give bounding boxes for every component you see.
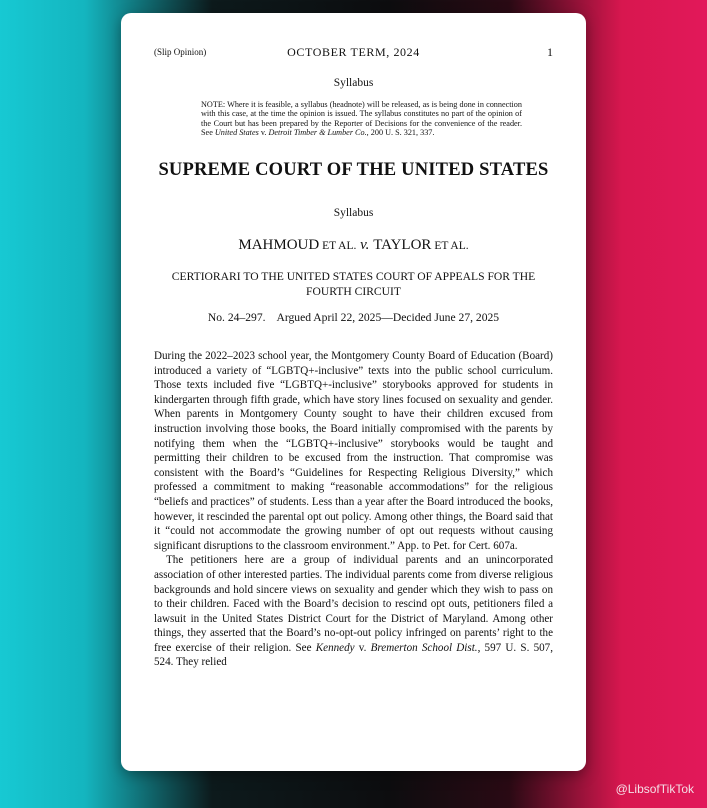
page-header [154, 45, 553, 59]
note-text: NOTE: Where it is feasible, a syllabus (headnote) will be released, as is being done in connection with this case, at the time the opinion is issued. The syllabus constitutes no part of the opinion of the Court but has been prepared by the Reporter of Decisions for the convenience of the reader. See [201, 100, 522, 138]
term-label: OCTOBER TERM, 2024 [287, 45, 420, 59]
paragraph-1: During the 2022–2023 school year, the Montgomery County Board of Education (Board) introduced a variety of “LGBTQ+-inclusive” texts into the public school curriculum. Those texts included five “LGBTQ+-inclusive” storybooks approved for students in kindergarten through fifth grade, which have story lines focused on sexuality and gender. When parents in Montgomery County sought to have their children excused from instruction involving those books, the Board initially compromised with the parents by notifying them when the “LGBTQ+-inclusive” storybooks would be taught and permitting their children to be excused from the instruction. That compromise was consistent with the Board’s “Guidelines for Respecting Religious Diversity,” which professed a commitment to making “reasonable accommodations” for the religious “beliefs and practices” of students. Less than a year after the Board introduced the books, however, it rescinded the parental opt out policy. Among other things, the Board said that it “could not accommodate the growing number of opt out requests without causing significant disruptions to the classroom environment.” App. to Pet. for Cert. 607a. [154, 350, 553, 552]
watermark: @LibsofTikTok [615, 782, 694, 796]
note-cite-rest: , 200 U. S. 321, 337. [366, 128, 435, 138]
p2-cite-rest: , 597 U. S. 507, 524. They relied [154, 641, 553, 669]
et-al-2: ET AL. [431, 240, 469, 252]
versus: v. [356, 237, 374, 253]
syllabus-heading: Syllabus [333, 77, 374, 89]
petitioner-name: MAHMOUD [238, 237, 320, 253]
paragraph-2-text: The petitioners here are a group of individual parents and an unincorporated association of other interested parties. The individual parents come from diverse religious backgrounds and hold sincere views on sexuality and gender which they wish to pass on to their children. Faced with the Board’s decision to rescind opt outs, petitioners filed a lawsuit in the United States District Court for the District of Maryland. Among other things, they asserted that the Board’s no-opt-out policy infringed on parents’ right to the free exercise of their religion. See [154, 554, 553, 654]
court-name: SUPREME COURT OF THE UNITED STATES [158, 160, 549, 180]
slip-opinion-label: (Slip Opinion) [154, 47, 207, 57]
syllabus-heading-2: Syllabus [333, 207, 374, 219]
respondent-name: TAYLOR [373, 237, 432, 253]
p2-cite-v: v. [354, 641, 371, 654]
certiorari-line: CERTIORARI TO THE UNITED STATES COURT OF APPEALS FOR THE FOURTH CIRCUIT [171, 270, 536, 298]
p2-cite-case: Kennedy [315, 641, 355, 654]
p2-cite-case2: Bremerton School Dist. [370, 641, 478, 654]
case-caption [141, 237, 566, 254]
page-number: 1 [547, 45, 553, 59]
docket-line: No. 24–297. Argued April 22, 2025—Decided June 27, 2025 [207, 311, 500, 324]
note-cite-case2: Detroit Timber & Lumber Co. [268, 128, 367, 138]
opinion-page [121, 13, 586, 771]
et-al-1: ET AL. [319, 240, 357, 252]
note-cite-case: United States [214, 128, 259, 138]
syllabus-note [201, 100, 522, 138]
syllabus-body [154, 349, 553, 670]
note-cite-v: v. [258, 128, 269, 138]
paragraph-2 [154, 553, 553, 670]
